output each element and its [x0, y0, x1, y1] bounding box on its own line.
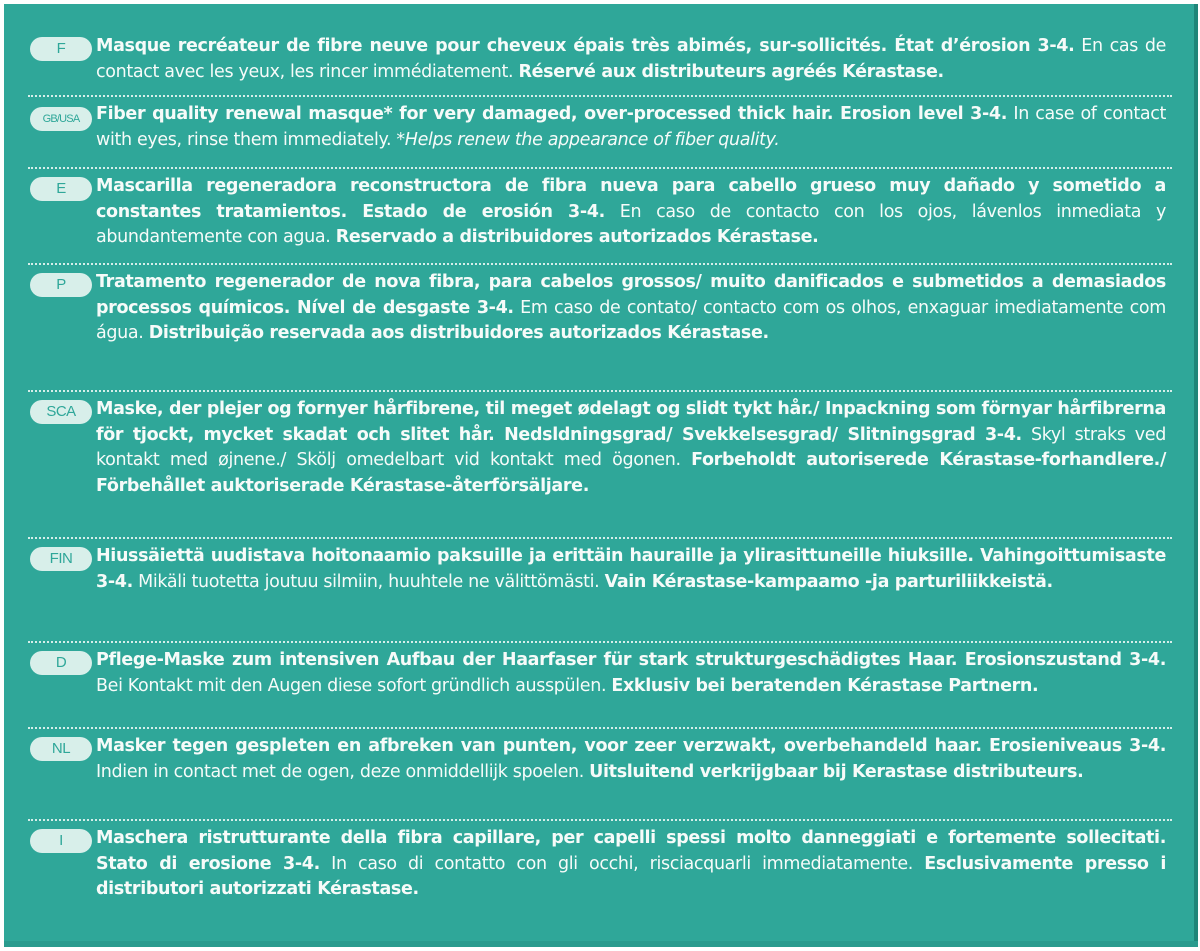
text-es-bold: Mascarilla regeneradora reconstructora de fibra nueva para cabello grueso muy dañado y sometido a constantes tratamientos. Estado de erosión 3-4. [96, 176, 1166, 222]
language-badge-sca: SCA [30, 400, 92, 424]
text-nl-bold: Masker tegen gespleten en afbreken van punten, voor zeer verzwakt, overbehandeld haar. Erosieniveaus 3-4. [96, 736, 1166, 756]
language-badge-fr: F [30, 37, 92, 61]
language-badge-en: GB/USA [30, 107, 92, 131]
text-fi [96, 544, 1166, 595]
section-divider [28, 390, 1172, 392]
text-de-bold-end: Exklusiv bei beratenden Kérastase Partnern. [611, 675, 1039, 696]
text-en [96, 102, 1166, 153]
product-label-panel [4, 4, 1198, 947]
text-sca [96, 397, 1166, 499]
text-fi-bold: Hiussäiettä uudistava hoitonaamio paksuille ja erittäin hauraille ja ylirasittuneille hiuksille. Vahingoittumisaste 3-4. [96, 546, 1166, 592]
language-badge-de: D [30, 651, 92, 675]
text-fi-normal: Mikäli tuotetta joutuu silmiin, huuhtele ne välittömästi. [138, 571, 600, 592]
text-it-bold-end: Esclusivamente presso i distributori autorizzati Kérastase. [96, 853, 1166, 899]
text-en-bold: Fiber quality renewal masque* for very damaged, over-processed thick hair. Erosion level 3-4. [96, 104, 1008, 124]
text-pt-bold: Tratamento regenerador de nova fibra, para cabelos grossos/ muito danificados e submetidos a demasiados processos químicos. Nível de desgaste 3-4. [96, 272, 1166, 318]
text-es-normal: En caso de contacto con los ojos, lávenlos inmediata y abundantemente con agua. [96, 201, 1167, 247]
text-fi-bold-end: Vain Kérastase-kampaamo -ja parturiliikkeistä. [604, 571, 1053, 592]
language-badge-nl: NL [30, 737, 92, 761]
language-badge-es: E [30, 177, 92, 201]
language-badge-pt: P [30, 273, 92, 297]
text-nl-normal: Indien in contact met de ogen, deze onmiddellijk spoelen. [96, 761, 584, 782]
text-it-bold: Maschera ristrutturante della fibra capillare, per capelli spessi molto danneggiati e fortemente sollecitati. Stato di erosione 3-4. [96, 828, 1166, 874]
panel-edge-bottom [4, 941, 1198, 947]
text-pt [96, 270, 1166, 347]
text-fr-normal: En cas de contact avec les yeux, les rincer immédiatement. [96, 36, 1166, 82]
text-it [96, 826, 1166, 903]
section-divider [28, 641, 1172, 643]
text-pt-normal: Em caso de contato/ contacto com os olhos, enxaguar imediatamente com água. [96, 297, 1166, 343]
text-nl-bold-end: Uitsluitend verkrijgbaar bij Kerastase distributeurs. [589, 761, 1084, 782]
text-fr [96, 34, 1166, 85]
section-divider [28, 95, 1172, 97]
text-en-italic: *Helps renew the appearance of fiber quality. [396, 129, 780, 150]
text-de-normal: Bei Kontakt mit den Augen diese sofort gründlich ausspülen. [96, 675, 607, 696]
section-divider [28, 263, 1172, 265]
text-es-bold-end: Reservado a distribuidores autorizados Kérastase. [335, 227, 819, 247]
language-badge-it: I [30, 829, 92, 853]
panel-edge-right [1194, 4, 1198, 947]
section-divider [28, 727, 1172, 729]
text-sca-bold-end: Forbeholdt autoriserede Kérastase-forhandlere./ Förbehållet auktoriserade Kérastase-återförsäljare. [96, 450, 1167, 496]
text-pt-bold-end: Distribuição reservada aos distribuidores autorizados Kérastase. [148, 323, 769, 343]
language-badge-fi: FIN [30, 547, 92, 571]
text-de [96, 648, 1166, 699]
section-divider [28, 819, 1172, 821]
text-fr-bold-end: Réservé aux distributeurs agréés Kérastase. [518, 61, 944, 82]
text-es [96, 174, 1166, 251]
text-it-normal: In caso di contatto con gli occhi, risciacquarli immediatamente. [331, 853, 914, 874]
text-fr-bold: Masque recréateur de fibre neuve pour cheveux épais très abimés, sur-sollicités. État d’érosion 3-4. [96, 36, 1075, 56]
section-divider [28, 537, 1172, 539]
section-divider [28, 167, 1172, 169]
text-en-normal: In case of contact with eyes, rinse them immediately. [96, 104, 1166, 150]
text-nl [96, 734, 1166, 785]
text-sca-normal: Skyl straks ved kontakt med øjnene./ Skölj omedelbart vid kontakt med ögonen. [96, 424, 1166, 470]
text-de-bold: Pflege-Maske zum intensiven Aufbau der Haarfaser für stark strukturgeschädigtes Haar. Erosionszustand 3-4. [96, 650, 1166, 670]
text-sca-bold: Maske, der plejer og fornyer hårfibrene, til meget ødelagt og slidt tykt hår./ Inpackning som förnyar hårfibrerna för tjockt, mycket skadat och slitet hår. Nedsldningsgrad/ Svekkelsesgrad/ Slitningsgrad 3-4. [96, 399, 1166, 445]
